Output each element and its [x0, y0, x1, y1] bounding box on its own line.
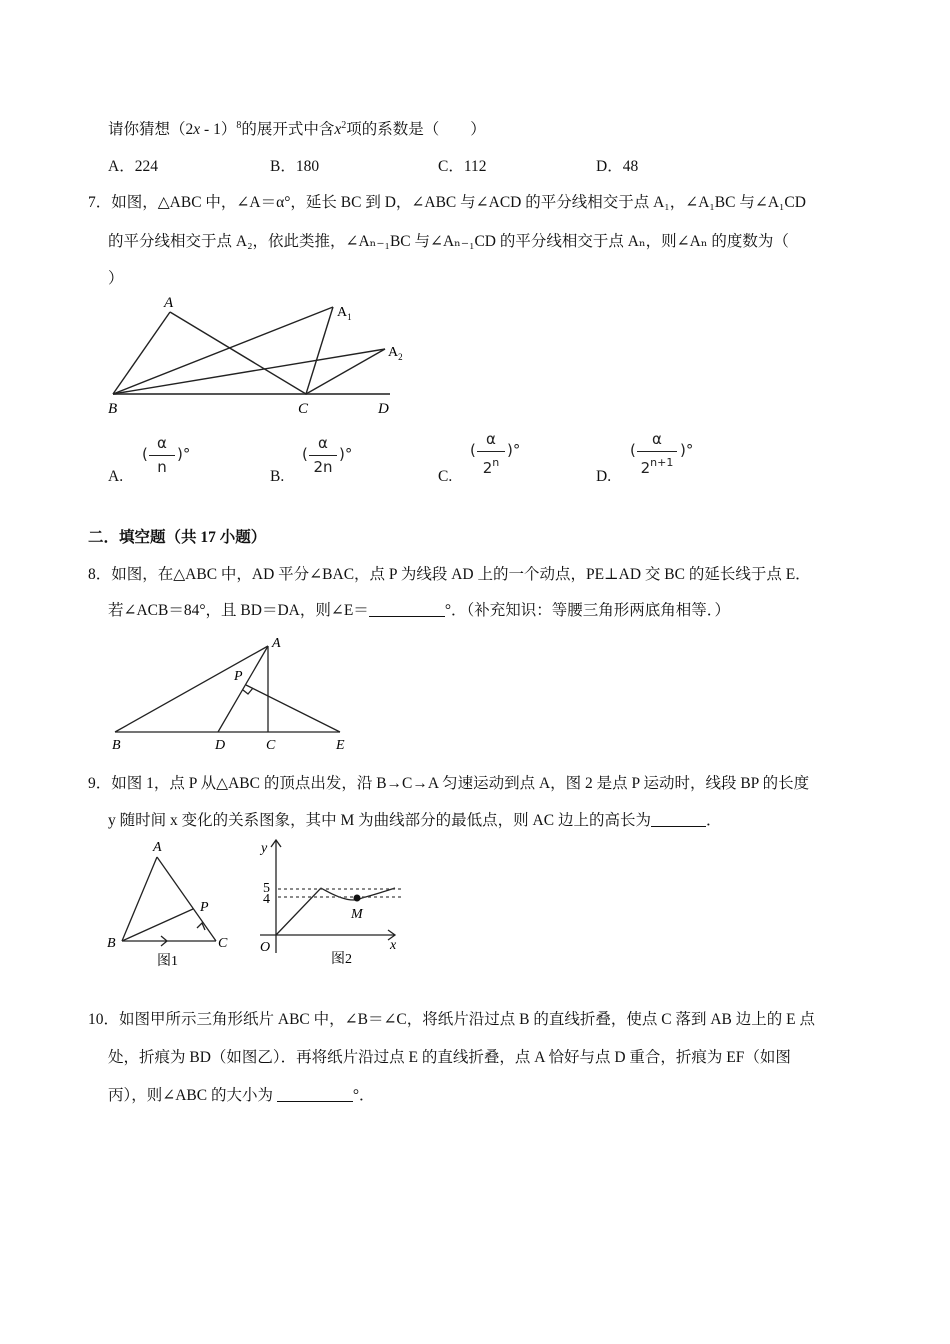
q10-answer-blank[interactable]: [277, 1087, 353, 1102]
option-label: C．: [438, 158, 464, 175]
q8-line2-post: °．（补充知识：等腰三角形两底角相等．）: [444, 602, 731, 619]
label-M: M: [351, 907, 363, 922]
label-D: D: [378, 401, 389, 417]
q6-exponent: 8: [236, 120, 242, 131]
q10-stem-line1: 10．如图甲所示三角形纸片 ABC 中，∠B＝∠C，将纸片沿过点 B 的直线折叠，使点 C 落到 AB 边上的 E 点: [88, 1011, 815, 1028]
suffix: )°: [339, 445, 353, 463]
figure2-caption: 图2: [331, 952, 352, 967]
tick-5: 5: [263, 881, 270, 896]
q6-stem-prefix: 请你猜想（2: [108, 121, 194, 138]
label-A: A: [153, 840, 162, 855]
q6-option-c: [438, 154, 487, 176]
label-C: C: [266, 738, 276, 753]
numerator: α: [318, 434, 328, 452]
q8-figure: [100, 630, 370, 755]
q10-stem-line3: [108, 1083, 375, 1105]
option-value: 48: [622, 158, 639, 175]
label-y: y: [261, 841, 268, 856]
q9-line2-post: ．: [705, 812, 722, 829]
denominator: $2^{n+1}$: [640, 456, 674, 477]
q7-stem-line2: 的平分线相交于点 A₂，依此类推，∠Aₙ₋₁BC 与∠Aₙ₋₁CD 的平分线相交于点 Aₙ，则∠Aₙ 的度数为（: [108, 233, 789, 250]
q6-stem: [108, 117, 486, 139]
q6-option-a: [108, 154, 158, 176]
q6-option-b: [270, 154, 319, 176]
denominator: 2$^n$: [482, 456, 500, 477]
q9-figure1: [105, 835, 235, 970]
denominator: 2n: [313, 458, 333, 476]
denominator: n: [157, 458, 167, 476]
q7-option-a-formula: ( α n )°: [142, 434, 191, 476]
q7-option-c-formula: ( α 2$^n$ )°: [470, 430, 521, 477]
label-x: x: [390, 938, 397, 953]
point-M: [354, 895, 361, 902]
q7-option-a-label: A.: [108, 468, 124, 485]
q7-figure: [100, 290, 420, 420]
label-C: C: [298, 401, 309, 417]
q7-option-b-label: B.: [270, 468, 285, 485]
section-heading: 二．填空题（共 17 小题）: [88, 529, 267, 546]
q6-var-x: x: [193, 121, 201, 138]
label-E: E: [336, 738, 345, 753]
option-label: B．: [270, 158, 296, 175]
option-value: 112: [463, 158, 487, 175]
q6-stem-suffix: 项的系数是（ ）: [346, 121, 486, 138]
q10-line3-pre: 丙），则∠ABC 的大小为: [108, 1087, 277, 1104]
q10-stem-line2: 处，折痕为 BD（如图乙）．再将纸片沿过点 E 的直线折叠，点 A 恰好与点 D 重合，折痕为 EF（如图: [108, 1049, 791, 1066]
numerator: α: [157, 434, 167, 452]
q7-option-d-formula: ( α $2^{n+1}$ )°: [630, 430, 694, 477]
q6-stem-mid2: 的展开式中含: [241, 121, 335, 138]
q6-stem-mid: - 1）: [200, 121, 237, 138]
q7-stem-line1: 7．如图，△ABC 中，∠A＝α°，延长 BC 到 D，∠ABC 与∠ACD 的平分线相交于点 A₁，∠A₁BC 与∠A₁CD: [88, 194, 806, 211]
label-P: P: [234, 669, 243, 684]
q8-stem-line2: [108, 598, 730, 620]
q6-option-d: [596, 154, 638, 176]
q9-figure2: [250, 835, 410, 975]
label-D: D: [215, 738, 226, 753]
label-A: A: [272, 636, 281, 651]
q10-line3-post: °．: [352, 1087, 375, 1104]
label-P: P: [200, 900, 209, 915]
q9-stem-line1: 9．如图 1，点 P 从△ABC 的顶点出发，沿 B→C→A 匀速运动到点 A，图 2 是点 P 运动时，线段 BP 的长度: [88, 775, 810, 792]
label-O: O: [260, 940, 271, 955]
label-A: A: [164, 295, 174, 311]
q9-answer-blank[interactable]: [651, 812, 706, 827]
suffix: )°: [507, 441, 521, 459]
option-label: D．: [596, 158, 623, 175]
label-B: B: [107, 936, 116, 951]
option-value: 224: [134, 158, 158, 175]
figure1-caption: 图1: [157, 954, 178, 969]
label-A1: $A_1$: [337, 305, 352, 322]
suffix: )°: [680, 441, 694, 459]
label-C: C: [218, 936, 228, 951]
option-value: 180: [295, 158, 320, 175]
suffix: )°: [177, 445, 191, 463]
q7-stem-line3: ）: [108, 270, 124, 287]
q7-option-b-formula: ( α 2n )°: [302, 434, 353, 476]
q6-x2-exponent: 2: [341, 120, 347, 131]
numerator: α: [652, 430, 662, 448]
label-A2: $A_2$: [388, 345, 403, 362]
numerator: α: [486, 430, 496, 448]
label-B: B: [112, 738, 121, 753]
tick-4: 4: [263, 892, 270, 907]
q8-line2-pre: 若∠ACB＝84°，且 BD＝DA，则∠E＝: [108, 602, 369, 619]
q8-stem-line1: 8．如图，在△ABC 中，AD 平分∠BAC，点 P 为线段 AD 上的一个动点，PE⊥AD 交 BC 的延长线于点 E．: [88, 566, 811, 583]
q8-answer-blank[interactable]: [369, 602, 445, 617]
q7-option-d-label: D.: [596, 468, 612, 485]
label-B: B: [108, 401, 118, 417]
q6-var-x2: x: [334, 121, 342, 138]
q7-option-c-label: C.: [438, 468, 453, 485]
q9-line2-pre: y 随时间 x 变化的关系图象，其中 M 为曲线部分的最低点，则 AC 边上的高长为: [108, 812, 651, 829]
option-label: A．: [108, 158, 135, 175]
q9-stem-line2: [108, 808, 721, 830]
